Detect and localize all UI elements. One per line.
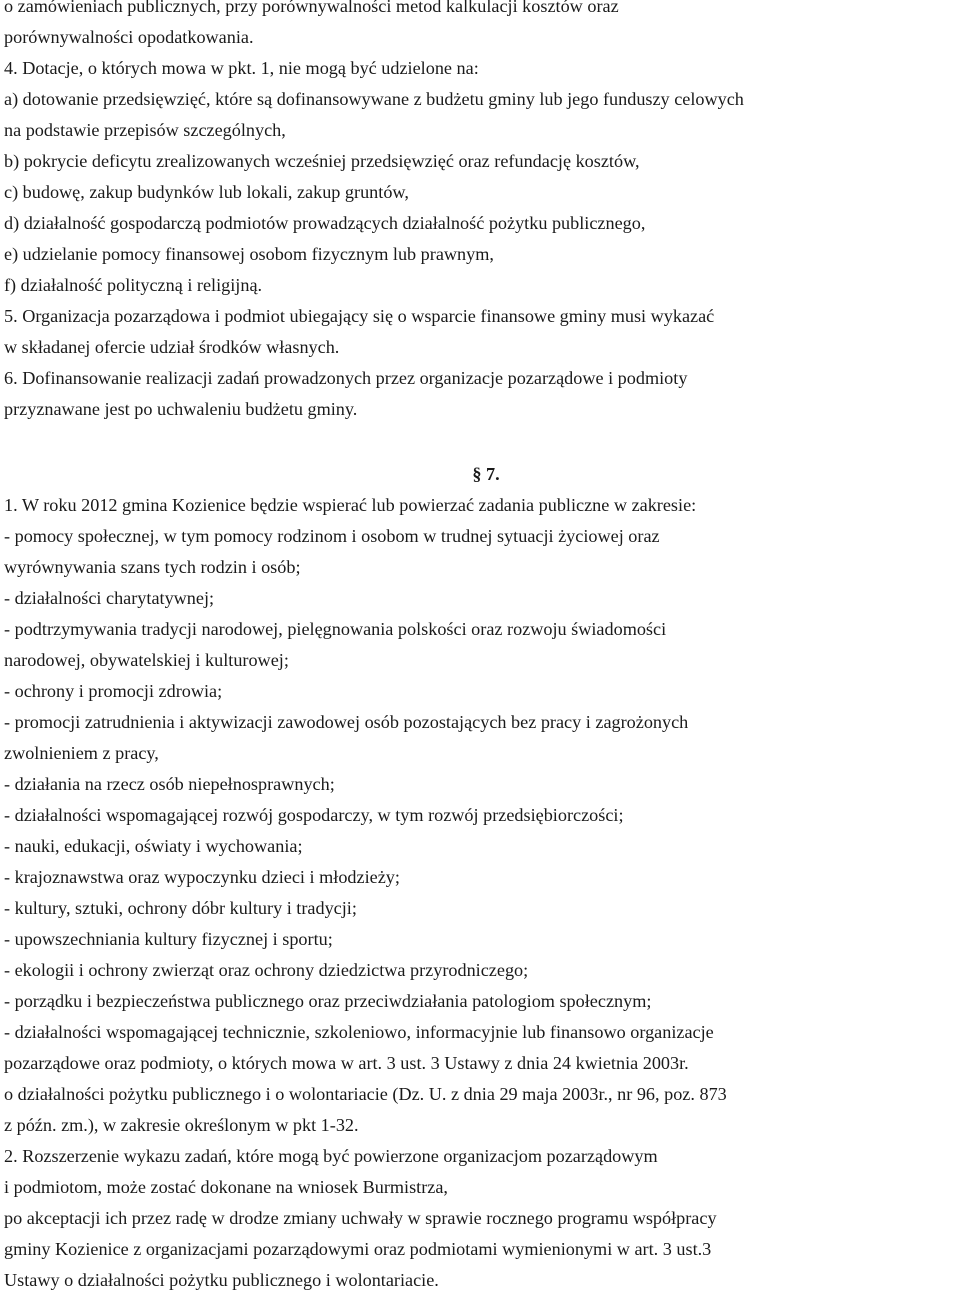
text-line: - nauki, edukacji, oświaty i wychowania; bbox=[4, 836, 303, 856]
paragraphs-block-2 bbox=[4, 490, 958, 1296]
text-line: po akceptacji ich przez radę w drodze zmiany uchwały w sprawie rocznego programu współpracy bbox=[4, 1208, 717, 1228]
text-line: porównywalności opodatkowania. bbox=[4, 27, 254, 47]
text-line: b) pokrycie deficytu zrealizowanych wcześniej przedsięwzięć oraz refundację kosztów, bbox=[4, 151, 640, 171]
paragraphs-block-1 bbox=[4, 0, 958, 425]
document-page bbox=[4, 0, 958, 1296]
text-line: o zamówieniach publicznych, przy porównywalności metod kalkulacji kosztów oraz bbox=[4, 0, 619, 16]
text-line: a) dotowanie przedsięwzięć, które są dofinansowywane z budżetu gminy lub jego funduszy celowych bbox=[4, 89, 744, 109]
text-line: - porządku i bezpieczeństwa publicznego oraz przeciwdziałania patologiom społecznym; bbox=[4, 991, 652, 1011]
text-line: - ochrony i promocji zdrowia; bbox=[4, 681, 223, 701]
text-line: f) działalność polityczną i religijną. bbox=[4, 275, 263, 295]
text-line: - podtrzymywania tradycji narodowej, pielęgnowania polskości oraz rozwoju świadomości bbox=[4, 619, 667, 639]
text-line: o działalności pożytku publicznego i o wolontariacie (Dz. U. z dnia 29 maja 2003r., nr 96, poz. 873 bbox=[4, 1084, 727, 1104]
text-line: - działania na rzecz osób niepełnosprawnych; bbox=[4, 774, 335, 794]
text-line: e) udzielanie pomocy finansowej osobom fizycznym lub prawnym, bbox=[4, 244, 494, 264]
text-line: - pomocy społecznej, w tym pomocy rodzinom i osobom w trudnej sytuacji życiowej oraz bbox=[4, 526, 660, 546]
text-line: - promocji zatrudnienia i aktywizacji zawodowej osób pozostających bez pracy i zagrożonych bbox=[4, 712, 689, 732]
text-line: c) budowę, zakup budynków lub lokali, zakup gruntów, bbox=[4, 182, 409, 202]
text-line: - działalności charytatywnej; bbox=[4, 588, 215, 608]
text-line: 5. Organizacja pozarządowa i podmiot ubiegający się o wsparcie finansowe gminy musi wykazać bbox=[4, 306, 715, 326]
text-line: 4. Dotacje, o których mowa w pkt. 1, nie mogą być udzielone na: bbox=[4, 58, 479, 78]
text-line: zwolnieniem z pracy, bbox=[4, 743, 159, 763]
section-heading: § 7. bbox=[472, 464, 500, 484]
text-line: - upowszechniania kultury fizycznej i sportu; bbox=[4, 929, 333, 949]
paragraph-spacer bbox=[4, 425, 958, 459]
text-line: - działalności wspomagającej rozwój gospodarczy, w tym rozwój przedsiębiorczości; bbox=[4, 805, 624, 825]
text-line: wyrównywania szans tych rodzin i osób; bbox=[4, 557, 301, 577]
text-line: z późn. zm.), w zakresie określonym w pkt 1-32. bbox=[4, 1115, 359, 1135]
text-line: - kultury, sztuki, ochrony dóbr kultury i tradycji; bbox=[4, 898, 357, 918]
text-line: na podstawie przepisów szczególnych, bbox=[4, 120, 286, 140]
text-line: i podmiotom, może zostać dokonane na wniosek Burmistrza, bbox=[4, 1177, 448, 1197]
text-line: przyznawane jest po uchwaleniu budżetu gminy. bbox=[4, 399, 358, 419]
text-line: w składanej ofercie udział środków własnych. bbox=[4, 337, 340, 357]
text-line: 2. Rozszerzenie wykazu zadań, które mogą być powierzone organizacjom pozarządowym bbox=[4, 1146, 658, 1166]
text-line: Ustawy o działalności pożytku publicznego i wolontariacie. bbox=[4, 1270, 439, 1290]
text-line: - krajoznawstwa oraz wypoczynku dzieci i młodzieży; bbox=[4, 867, 400, 887]
text-line: 1. W roku 2012 gmina Kozienice będzie wspierać lub powierzać zadania publiczne w zakresie: bbox=[4, 495, 697, 515]
text-line: gminy Kozienice z organizacjami pozarządowymi oraz podmiotami wymienionymi w art. 3 ust.3 bbox=[4, 1239, 712, 1259]
text-line: - działalności wspomagającej technicznie, szkoleniowo, informacyjnie lub finansowo organizacje bbox=[4, 1022, 714, 1042]
text-line: narodowej, obywatelskiej i kulturowej; bbox=[4, 650, 289, 670]
text-line: - ekologii i ochrony zwierząt oraz ochrony dziedzictwa przyrodniczego; bbox=[4, 960, 529, 980]
text-line: 6. Dofinansowanie realizacji zadań prowadzonych przez organizacje pozarządowe i podmioty bbox=[4, 368, 688, 388]
text-line: d) działalność gospodarczą podmiotów prowadzących działalność pożytku publicznego, bbox=[4, 213, 646, 233]
text-line: pozarządowe oraz podmioty, o których mowa w art. 3 ust. 3 Ustawy z dnia 24 kwietnia 2003r. bbox=[4, 1053, 689, 1073]
